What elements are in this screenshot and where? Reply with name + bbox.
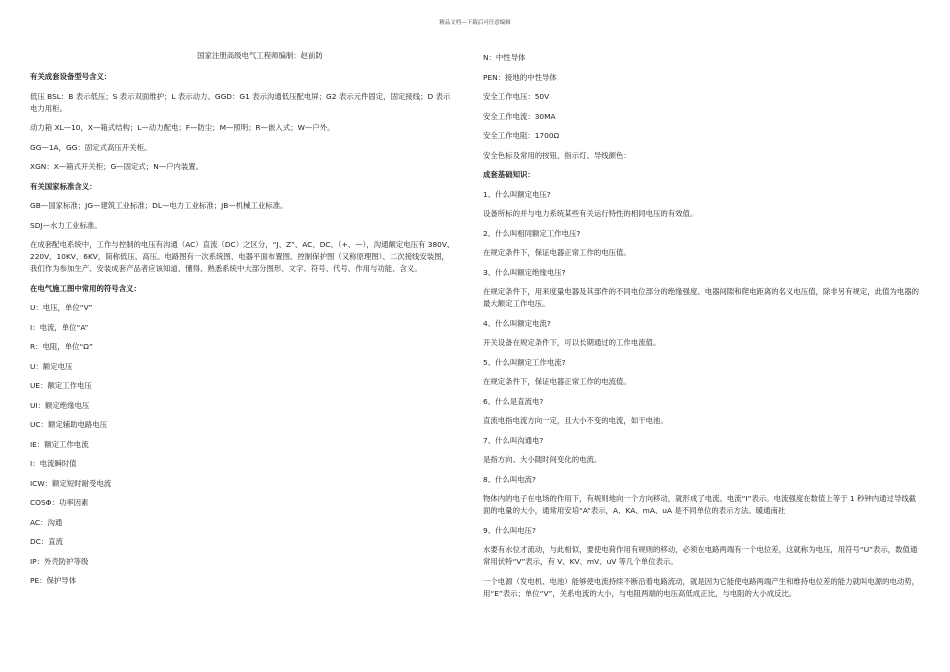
right-column xyxy=(483,52,923,607)
paragraph: 设备所标的并与电力系统某些有关运行特性的相同电压的有效值。 xyxy=(483,209,698,218)
paragraph: 物体内的电子在电场的作用下，有规则地向一个方向移动，就形成了电流。电流“I”表示。电流强度在数值上等于 1 秒钟内通过导线截面的电量的大小，通常用安培“A”表示，A、KA、mA、uA 是不同单位的表示方法。暖通南社 xyxy=(483,494,917,515)
paragraph: ICW：额定短时耐受电流 xyxy=(30,478,112,488)
paragraph: PEN：接地的中性导体 xyxy=(483,72,557,82)
paragraph: 9、什么叫电压? xyxy=(483,525,536,535)
paragraph: 安全工作电流：30MA xyxy=(483,111,556,121)
paragraph: 1、什么叫额定电压? xyxy=(483,189,551,199)
paragraph: 在成套配电系统中，工作与控制的电压有沟通（AC）直流（DC）之区分，“J、Z”、AC、DC、（+、—），沟通额定电压有 380V、220V、10KV、6KV，简称低压、高压。电路图有一次系统图、电器平面布置图、控制保护图（又称原理图）、二次接线安装图，我们作为参加生产、安装成套产品者应该知道、懂得、熟悉系统中大部分图形、文字、符号、代号、作用与功能、含义。 xyxy=(30,240,455,273)
paragraph: 在规定条件下，用来度量电器及其部件的不同电位部分的绝缘强度、电器间隙和爬电距离的名义电压值，除非另有规定，此值为电器的最大额定工作电压。 xyxy=(483,287,920,308)
paragraph: 在规定条件下，保证电器正常工作的电压值。 xyxy=(483,248,631,257)
paragraph: 安全色标及常用的按钮、指示灯、导线颜色： xyxy=(483,150,631,160)
paragraph: 低压 BSL：B 表示低压；S 表示双面维护；L 表示动力。GGD：G1 表示沟通低压配电屏；G2 表示元件固定，固定接线；D 表示电力用柜。 xyxy=(30,91,451,113)
paragraph: 4、什么叫额定电流? xyxy=(483,318,551,328)
paragraph: 6、什么是直流电? xyxy=(483,396,544,406)
section-heading: 有关国家标准含义： xyxy=(30,181,97,191)
paragraph: DC：直流 xyxy=(30,537,64,546)
paragraph: GB—国家标准；JG—建筑工业标准；DL—电力工业标准；JB—机械工业标准。 xyxy=(30,201,288,210)
paragraph: UC：额定辅助电路电压 xyxy=(30,420,108,429)
paragraph: R：电阻，单位“Ω” xyxy=(30,342,93,351)
paragraph: IP：外壳防护等级 xyxy=(30,556,89,566)
paragraph: U：额定电压 xyxy=(30,361,73,371)
paragraph: 3、什么叫额定绝缘电压? xyxy=(483,267,566,277)
paragraph: 安全工作电压：50V xyxy=(483,92,550,101)
left-column xyxy=(30,50,456,595)
section-heading: 有关成套设备型号含义： xyxy=(30,72,112,81)
paragraph: 直流电指电流方向一定，且大小不变的电流，如干电池。 xyxy=(483,416,668,425)
page-header-note: 精品文档---下载后可任意编辑 xyxy=(439,20,511,26)
paragraph: PE：保护导体 xyxy=(30,576,77,585)
paragraph: 开关设备在规定条件下，可以长期通过的工作电流值。 xyxy=(483,338,661,347)
paragraph: 5、什么叫额定工作电流? xyxy=(483,357,566,367)
paragraph: N：中性导体 xyxy=(483,53,526,62)
paragraph: 一个电源（发电机、电池）能够使电流持续不断沿着电路流动，就是因为它能使电路两端产生和维持电位差的能力就叫电源的电动势，用“E”表示；单位“V”，关系电流的大小，与电阻两端的电压高低成正比，与电阻的大小成反比。 xyxy=(483,576,920,598)
paragraph: SDJ—水力工业标准。 xyxy=(30,220,102,230)
paragraph: 2、什么叫相同额定工作电压? xyxy=(483,228,581,238)
paragraph: UE：额定工作电压 xyxy=(30,381,92,390)
paragraph: AC：沟通 xyxy=(30,517,63,527)
paragraph: COSΦ：功率因素 xyxy=(30,498,89,507)
document-author-line: 国家注册高级电气工程师编制：赵前防 xyxy=(197,51,323,60)
paragraph: IE：额定工作电流 xyxy=(30,439,89,449)
paragraph: 在规定条件下，保证电器正常工作的电流值。 xyxy=(483,377,631,386)
section-heading: 在电气施工图中常用的符号含义： xyxy=(30,283,141,293)
section-heading: 成套基础知识： xyxy=(483,170,535,179)
paragraph: 安全工作电阻：1700Ω xyxy=(483,131,560,140)
paragraph: 水要有水位才流动，与此相似，要使电荷作用有规则的移动，必须在电路两端有一个电位差，这就称为电压，用符号“U”表示，数值通常用伏特“V”表示，有 V、KV、mV、uV 等几个单位表示。 xyxy=(483,545,918,566)
paragraph: 7、什么叫沟通电? xyxy=(483,435,544,445)
paragraph: GG—1A，GG：固定式高压开关柜。 xyxy=(30,142,152,152)
paragraph: 8、什么叫电流? xyxy=(483,474,536,484)
paragraph: I：电流，单位“A” xyxy=(30,322,89,332)
paragraph: 动力箱 XL—10，X—箱式结构；L—动力配电；F—防尘；M—照明；R—嵌入式；W—户外。 xyxy=(30,123,335,132)
paragraph: 是指方向、大小随时间变化的电流。 xyxy=(483,455,602,464)
paragraph: UI：额定绝缘电压 xyxy=(30,400,90,410)
paragraph: XGN：X—箱式开关柜；G—固定式；N—户内装置。 xyxy=(30,162,204,171)
paragraph: U：电压，单位“V” xyxy=(30,303,93,312)
paragraph: I：电流瞬时值 xyxy=(30,459,77,468)
